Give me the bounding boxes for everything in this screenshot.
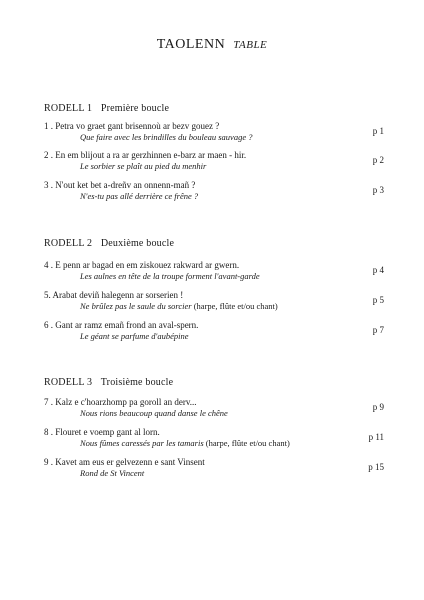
toc-entry-8[interactable] (44, 427, 384, 449)
page-number: p 4 (372, 265, 384, 275)
page-number: p 15 (368, 462, 384, 472)
toc-entry-4[interactable] (44, 260, 384, 282)
breton-title: 1 . Petra vo graet gant brisennoù ar bezv gouez ? (44, 121, 220, 131)
french-title-text: Nous fûmes caressés par les tamaris (80, 438, 204, 448)
section-label: Troisième boucle (100, 377, 174, 388)
french-title: Les aulnes en tête de la troupe forment l'avant-garde (80, 271, 260, 281)
page-number: p 7 (372, 325, 384, 335)
french-title: Que faire avec les brindilles du bouleau sauvage ? (80, 132, 253, 142)
french-title (44, 301, 384, 312)
page-number: p 2 (372, 155, 384, 165)
french-title: N'es-tu pas allé derrière ce frêne ? (80, 191, 199, 201)
toc-entry-7[interactable] (44, 397, 384, 419)
breton-title: 9 . Kavet am eus er gelvezenn e sant Vinsent (44, 457, 205, 467)
title-main: TAOLENN (156, 37, 226, 52)
page-number: p 11 (368, 432, 384, 442)
section-name: RODELL 2 (44, 238, 93, 249)
french-title: Rond de St Vincent (80, 468, 145, 478)
section-heading-2 (44, 238, 174, 249)
section-name: RODELL 3 (44, 377, 93, 388)
section-heading-3 (44, 377, 173, 388)
section-name: RODELL 1 (44, 103, 93, 114)
toc-entry-1[interactable] (44, 121, 384, 143)
toc-entry-2[interactable] (44, 150, 384, 172)
page-number: p 3 (372, 185, 384, 195)
breton-title: 3 . N'out ket bet a-dreñv an onnenn-mañ ? (44, 180, 196, 190)
toc-entry-5[interactable] (44, 290, 384, 312)
instrument-note: (harpe, flûte et/ou chant) (205, 438, 290, 448)
toc-entry-3[interactable] (44, 180, 384, 202)
breton-title: 6 . Gant ar ramz emañ frond an aval-spern. (44, 320, 199, 330)
breton-title: 4 . E penn ar bagad en em ziskouez rakward ar gwern. (44, 260, 240, 270)
breton-title: 8 . Flouret e voemp gant al lorn. (44, 427, 160, 437)
section-heading-1 (44, 103, 169, 114)
breton-title: 7 . Kalz e c'hoarzhomp pa goroll an derv... (44, 397, 197, 407)
french-title: Nous rions beaucoup quand danse le chêne (80, 408, 228, 418)
french-title: Le géant se parfume d'aubépine (80, 331, 189, 341)
page-number: p 5 (372, 295, 384, 305)
toc-entry-9[interactable] (44, 457, 384, 479)
page-number: p 1 (372, 126, 384, 136)
french-title (44, 438, 384, 449)
instrument-note: (harpe, flûte et/ou chant) (193, 301, 278, 311)
breton-title: 2 . En em blijout a ra ar gerzhinnen e-barz ar maen - hir. (44, 150, 247, 160)
page-title (0, 37, 424, 53)
title-sub: TABLE (233, 39, 268, 51)
breton-title: 5. Arabat deviñ halegenn ar sorserien ! (44, 290, 184, 300)
section-label: Deuxième boucle (100, 238, 175, 249)
toc-entry-6[interactable] (44, 320, 384, 342)
french-title-text: Ne brûlez pas le saule du sorcier (80, 301, 192, 311)
page-number: p 9 (372, 402, 384, 412)
section-label: Première boucle (100, 103, 170, 114)
french-title: Le sorbier se plaît au pied du menhir (80, 161, 207, 171)
